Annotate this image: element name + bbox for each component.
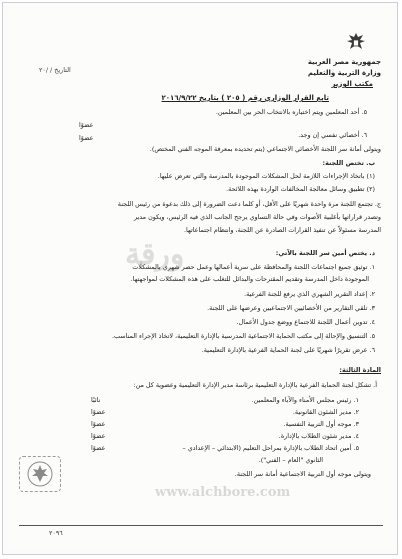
secretary-heading: د. يختص أمين سر اللجنة بالآتي:	[275, 249, 375, 257]
sub-member-role: عضوًا	[91, 408, 106, 416]
sub-member-role: نائبًا	[91, 396, 101, 404]
secretary-item: ٤. تدوين أعمال اللجنة للاجتماع ووضع جدول الأعمال.	[236, 318, 375, 326]
secretary-item-cont: الموجودة داخل المدرسة وتقديم المقترحات والبدائل للتغلب على هذه المشكلات لمواجهتها.	[130, 275, 369, 283]
date-label: التاريخ / /٢٠	[39, 66, 71, 74]
sub-member-item: ٤. مدير شئون الطلاب بالإدارة.	[278, 432, 359, 440]
meeting-para-line: ج. تجتمع اللجنة مرة واحدة شهريًا على الأقل، أو كلما دعت الضرورة إلى ذلك بدعوة من رئيس اللجنة	[117, 200, 381, 208]
meeting-para-line: المدرسة مسئولاً عن تنفيذ القرارات الصادرة عن اللجنة، وانتظام اجتماعاتها.	[184, 226, 381, 234]
watermark-url: www.alchbore.com	[155, 485, 291, 500]
sub-member-item: ٥. أمين اتحاد الطلاب بالإدارة بمراحل التعليم (الابتدائي – الإعدادي –	[182, 444, 359, 452]
member-role: عضوًا	[79, 121, 94, 129]
footer-rule	[19, 525, 383, 526]
document-frame	[2, 2, 398, 555]
secretary-item: ٦. عرض تقريرًا شهريًا على لجنة الحماية الفرعية بالإدارة التعليمية.	[201, 346, 375, 354]
secretary-line: ويتولى أمانة سر اللجنة الأخصائي الاجتماعي (يتم تحديده بمعرفة الموجه الفني المختص).	[149, 145, 381, 153]
office-name: مكتب الوزير	[331, 80, 373, 88]
meeting-para-line: وتصدر قراراتها بأغلبية الأصوات وفي حالة التساوي يرجح الجانب الذي فيه الرئيس، ويكون مدير	[133, 213, 381, 221]
sub-member-item: ٢. مدير الشئون القانونية.	[292, 408, 359, 416]
ministry-seal-stamp-icon	[19, 456, 61, 492]
secretary-item: ٥. التنسيق والإحالة إلى مكتب الحماية الاجتماعية المدرسية بالإدارة التعليمية، لاتخاذ الإجراء المناسب.	[111, 332, 375, 340]
sub-member-role: عضوًا	[91, 444, 106, 452]
ministry-name: وزارة التربية والتعليم	[307, 69, 381, 77]
sub-member-item: ٣. موجه أول التربية النفسية.	[283, 420, 359, 428]
sub-member-item-cont: الثانوي "العام – الفني").	[258, 456, 323, 464]
decree-line: تابع القرار الوزاري رقم ( ٢٠٥ ) بتاريخ ٢٠١٦/٩/٢٢	[161, 94, 329, 102]
closing-line: ويتولى موجه أول التربية الاجتماعية أمانة سر اللجنة.	[234, 470, 371, 478]
member-role: عضوًا	[79, 134, 94, 142]
sub-member-role: عضوًا	[91, 420, 106, 428]
watermark-arabic: ورقة	[125, 237, 185, 272]
member-item: ٦. أخصائي نفسي إن وجد.	[298, 131, 367, 139]
country-name: جمهورية مصر العربية	[307, 58, 381, 66]
sub-member-item: ١. رئيس مجلس الأمناء والآباء والمعلمين.	[251, 396, 359, 404]
egypt-eagle-emblem-icon	[345, 31, 367, 53]
secretary-item: ١. توثيق جميع اجتماعات اللجنة والمحافظة على سرية أعمالها وعمل حصر شهري بالمشكلات	[132, 263, 375, 271]
secretary-item: ٣. تلقي التقارير من الأخصائيين الاجتماعيين وعرضها على اللجنة.	[207, 304, 375, 312]
committee-item: (٢) تطبيق وسائل معالجة المخالفات الواردة بهذه اللائحة.	[226, 185, 375, 193]
document-page	[9, 9, 393, 550]
sub-member-role: عضوًا	[91, 432, 106, 440]
committee-heading: ب. تختص اللجنة:	[322, 159, 375, 167]
article-intro: أ. تشكل لجنة الحماية الفرعية بالإدارة التعليمية برئاسة مدير الإدارة التعليمية وعضوية كل من:	[133, 381, 377, 389]
page-number: ٢٠٩٦	[49, 529, 63, 537]
article-heading: المادة الثالثة:	[339, 366, 381, 374]
committee-item: (١) باتخاذ الإجراءات اللازمة لحل المشكلات الموجودة بالمدرسة والتي تعرض عليها.	[157, 172, 375, 180]
secretary-item: ٢. إعداد التقرير الشهري الذي يرفع للجنة الفرعية.	[244, 290, 375, 298]
member-item: ٥. أحد المعلمين ويتم اختياره بالانتخاب الحر بين المعلمين.	[215, 108, 367, 116]
